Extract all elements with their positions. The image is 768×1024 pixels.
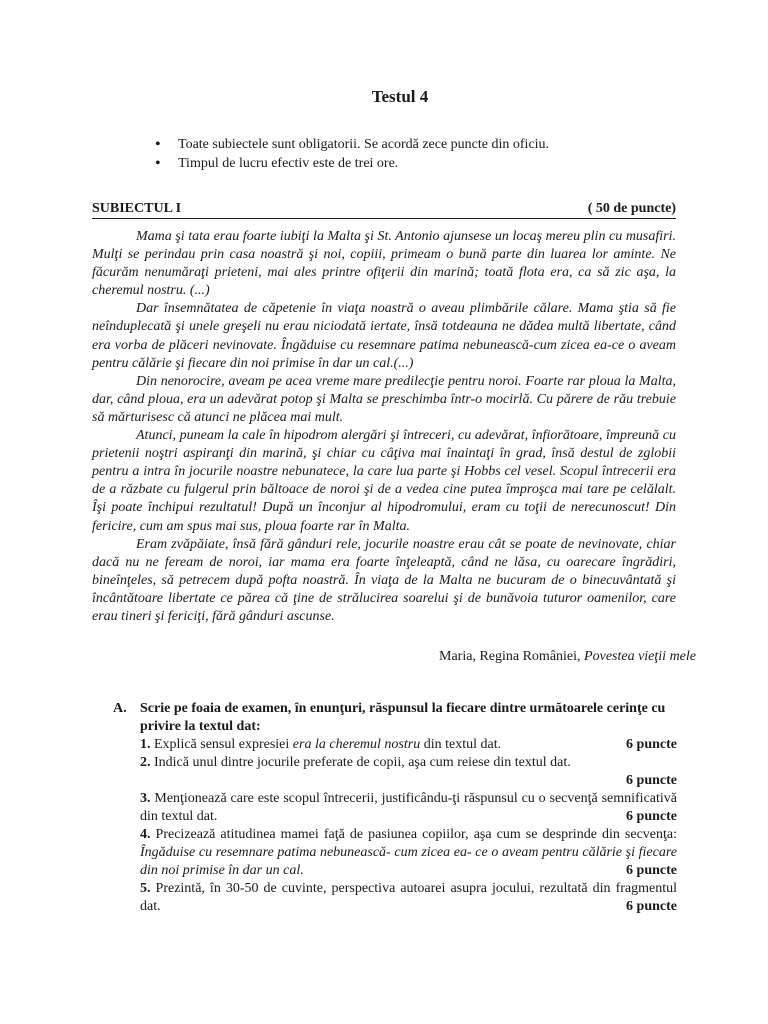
question-points: 6 puncte <box>626 737 677 752</box>
question-text: Prezintă, în 30-50 de cuvinte, perspectiva autoarei asupra jocului, rezultată din fragmentul dat. <box>140 881 677 914</box>
question-item <box>140 880 677 916</box>
question-number: 3. <box>140 791 151 806</box>
question-item <box>140 826 677 880</box>
question-points: 6 puncte <box>626 809 677 824</box>
text-paragraph: Din nenorocire, aveam pe acea vreme mare predilecţie pentru noroi. Foarte rar ploua la Malta, dar, când ploua, era un adevărat potop şi Malta se preschimba într-o mocirlă. Cu părere de rău trebuie să mărturisesc că atunci ne plăcea mai mult. <box>92 373 676 425</box>
part-instruction: Scrie pe foaia de examen, în enunţuri, răspunsul la fiecare dintre următoarele cerinţe cu privire la textul dat: <box>140 701 666 734</box>
question-number: 4. <box>140 827 151 842</box>
source-author: Maria, Regina României, <box>439 649 585 664</box>
rules-list <box>155 135 549 173</box>
question-text: Menţionează care este scopul întrecerii, justificându-ţi răspunsul cu o secvenţă semnificativă din textul dat. <box>140 791 677 824</box>
question-item <box>140 754 677 772</box>
rule-item: • Timpul de lucru efectiv este de trei ore. <box>155 154 549 173</box>
question-text: Indică unul dintre jocurile preferate de copii, aşa cum reiese din textul dat. <box>150 755 571 770</box>
question-points: 6 puncte <box>626 773 677 788</box>
text-paragraph: Eram zvăpăiate, însă fără gânduri rele, jocurile noastre erau cât se poate de nevinovate, chiar dacă nu ne feream de noroi, iar mama era foarte înţeleaptă, când ne lăsa, cu oarecare îngrădiri, bineînţeles, să petrecem după pofta noastră. În viaţa de la Malta ne bucuram de o binecuvântată şi încântătoare libertate ce părea că ţine de strălucirea soarelui şi de bunăvoia tuturor oamenilor, care erau tineri şi fericiţi, fără gânduri ascunse. <box>92 536 676 624</box>
literary-text <box>92 228 676 626</box>
source-book: Povestea vieţii mele <box>584 649 696 664</box>
text-source <box>439 648 696 666</box>
question-quote: era la cheremul nostru <box>292 737 421 752</box>
part-a <box>113 700 677 916</box>
question-text: Precizează atitudinea mamei faţă de pasiunea copiilor, aşa cum se desprinde din secvenţa: <box>150 827 677 842</box>
part-letter: A. <box>113 701 127 716</box>
text-paragraph: Atunci, puneam la cale în hipodrom alergări şi întreceri, cu adevărat, înfiorătoare, împreună cu prietenii noştri aspiranţi din marină, şi chiar cu câţiva mai înaintaţi în grad, însă destul de zglobii pentru a intra în jocurile noastre nebunatece, la care lua parte şi Hobbs cel vesel. Scopul întrecerii era de a răzbate cu fulgerul prin băltoace de noroi şi de a vedea cine putea împroşca mai tare pe celălalt. Îşi poate închipui rezultatul! După un înconjur al hipodromului, eram cu toţii de nerecunoscut! Din fericire, cum am spus mai sus, ploua foarte rar în Malta. <box>92 428 676 534</box>
text-paragraph: Mama şi tata erau foarte iubiţi la Malta şi St. Antonio ajunsese un locaş mereu plin cu musafiri. Mulţi se perindau prin casa noastră şi noi, copiii, primeam o bună parte din luarea lor aminte. Ne făcurăm nenumăraţi prieteni, mai ales printre ofiţerii din marină; toată flota era, ca să zic aşa, la cheremul nostru. (...) <box>92 229 676 299</box>
question-number: 5. <box>140 881 151 896</box>
text-paragraph: Dar însemnătatea de căpetenie în viaţa noastră o aveau plimbările călare. Mama ştia să fie neînduplecată şi unele greşeli nu erau niciodată iertate, însă totdeauna ne dădea multă libertate, când era vorba de plăceri nevinovate. Îngăduise cu resemnare patima nebunească-cum zicea ea-ce o aveam pentru călărie şi fiecare din noi primise în dar un cal.(...) <box>92 301 676 371</box>
rule-item: • Toate subiectele sunt obligatorii. Se acordă zece puncte din oficiu. <box>155 135 549 154</box>
question-quote: Îngăduise cu resemnare patima nebunească- cum zicea ea- ce o aveam pentru călărie şi fiecare din noi primise în dar un cal. <box>140 845 677 878</box>
subject-points: ( 50 de puncte) <box>587 201 676 216</box>
subject-header <box>92 200 676 219</box>
question-list <box>140 736 677 916</box>
question-points: 6 puncte <box>626 899 677 914</box>
question-points: 6 puncte <box>626 863 677 878</box>
question-item <box>140 736 677 754</box>
question-text-end: din textul dat. <box>420 737 502 752</box>
question-number: 1. <box>140 737 151 752</box>
question-item <box>140 790 677 826</box>
subject-name: SUBIECTUL I <box>92 201 182 216</box>
question-text: Explică sensul expresiei <box>150 737 293 752</box>
page-title: Testul 4 <box>371 87 429 106</box>
question-number: 2. <box>140 755 151 770</box>
